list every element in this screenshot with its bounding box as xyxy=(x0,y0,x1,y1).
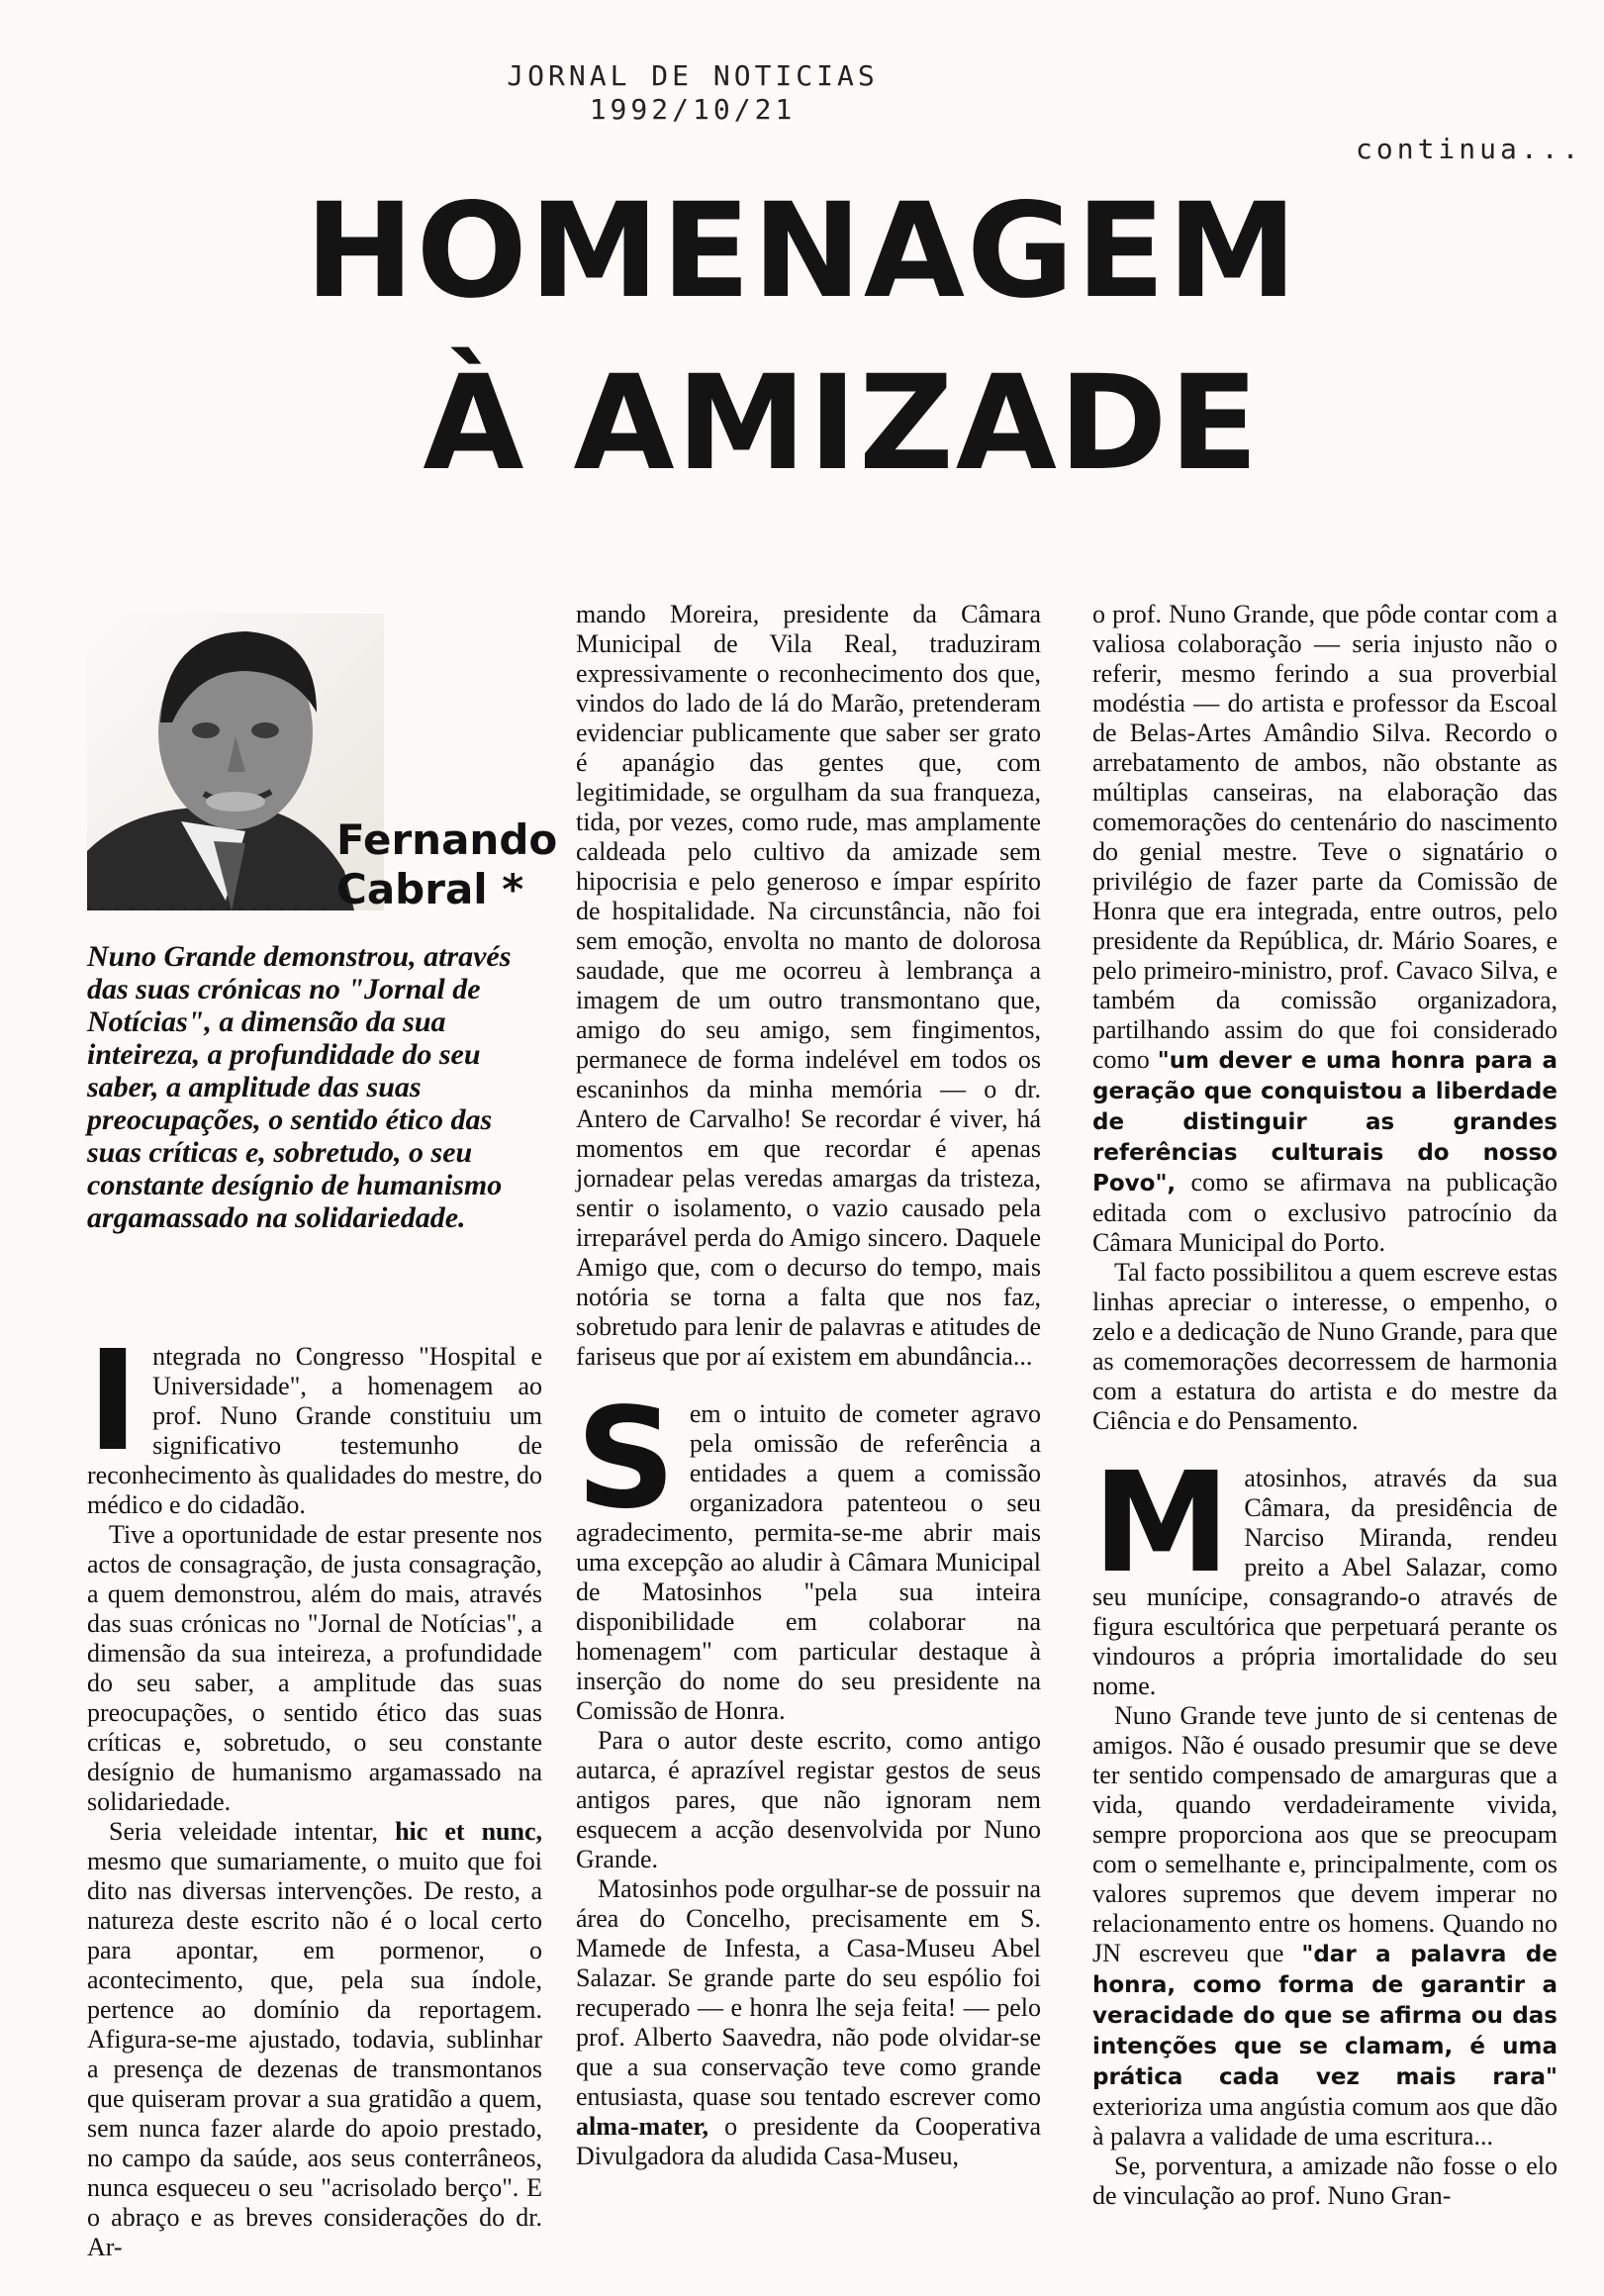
col1-p3-text-a: Seria veleidade intentar, xyxy=(109,1817,396,1846)
drop-cap-s: S xyxy=(576,1379,676,1540)
col3-p4-bold-quote: "dar a palavra de honra, como forma de garantir a veracidade do que se afirma ou das intenções que se clamam, é uma prática cada vez mais rara" xyxy=(1092,1942,1557,2090)
col2-p4-text-b: o presidente da Cooperativa Divulgadora da aludida Casa-Museu, xyxy=(576,2112,1041,2170)
col1-paragraph-3 xyxy=(87,1817,542,2262)
author-last-name: Cabral * xyxy=(336,865,524,913)
lede-pull-quote: Nuno Grande demonstrou, através das suas crónicas no "Jornal de Notícias", a dimensão da sua inteireza, a profundidade do seu saber, a amplitude das suas preocupações, o sentido ético das suas críticas e, sobretudo, o seu constante desígnio de humanismo argamassado na solidariedade. xyxy=(87,940,512,1234)
col1-p3-text-b: mesmo que sumariamente, o muito que foi dito nas diversas intervenções. De resto, a natureza deste escrito não é o local certo para apontar, em pormenor, o acontecimento, que, pela sua índole, pertence ao domínio da reportagem. Afigura-se-me ajustado, todavia, sublinhar a presença de dezenas de transmontanos que quiseram provar a sua gratidão a quem, sem nunca fazer alarde do apoio prestado, no campo da saúde, aos seus conterrâneos, nunca esqueceu o seu "acrisolado berço". E o abraço e as breves considerações do dr. Ar- xyxy=(87,1847,542,2261)
author-first-name: Fernando xyxy=(336,815,558,864)
col3-paragraph-3: atosinhos, através da sua Câmara, da presidência de Narciso Miranda, rendeu preito a Abel Salazar, como seu munícipe, consagrando-o através de figura escultórica que perpetuará perante os vindouros a própria imortalidade do seu nome. xyxy=(1092,1464,1557,1700)
col3-paragraph-4 xyxy=(1092,1701,1557,2152)
col3-paragraph-1 xyxy=(1092,600,1557,1258)
col2-p4-bold: alma-mater, xyxy=(576,2112,709,2141)
drop-cap-m: M xyxy=(1092,1443,1231,1604)
col3-p1-text-a: o prof. Nuno Grande, que pôde contar com a valiosa colaboração — seria injusto não o referir, mesmo ferindo a sua proverbial modéstia — do artista e professor da Escoal de Belas-Artes Amândio Silva. Recordo o arrebatamento de ambos, não obstante as múltiplas canseiras, na elaboração das comemorações do centenário do nascimento do genial mestre. Teve o signatário o privilégio de fazer parte da Comissão de Honra que era integrada, entre outros, pelo presidente da República, dr. Mário Soares, e pelo primeiro-ministro, prof. Cavaco Silva, e também da comissão organizadora, partilhando assim do que foi considerado como xyxy=(1092,600,1557,1074)
headline-line-1: HOMENAGEM xyxy=(305,175,1299,328)
article-column-2 xyxy=(576,600,1041,2171)
col2-paragraph-1: mando Moreira, presidente da Câmara Municipal de Vila Real, traduziram expressivamente o reconhecimento dos que, vindos do lado de lá do Marão, pretenderam evidenciar publicamente que saber ser grato é apanágio das gentes que, com legitimidade, se orgulham da sua franqueza, tida, por vezes, como rude, mas amplamente caldeada pelo cultivo da amizade sem hipocrisia e pelo generoso e ímpar espírito de hospitalidade. Na circunstância, não foi sem emoção, envolta no manto de dolorosa saudade, que me ocorreu à lembrança a imagem de um outro transmontano que, amigo do seu amigo, sem fingimentos, permanece de forma indelével em todos os escaninhos da minha memória — o dr. Antero de Carvalho! Se recordar é viver, há momentos em que recordar é apenas jornadear pelas veredas amargas da tristeza, sentir o isolamento, o vazio causado pela irreparável perda do Amigo sincero. Daquele Amigo que, com o decurso do tempo, mais notória se torna a falta que nos faz, sobretudo para lenir de palavras e atitudes de fariseus que por aí existem em abundância... xyxy=(576,600,1041,1371)
col3-p1-bold-quote: "um dever e uma honra para a geração que conquistou a liberdade de distinguir as grandes referências culturais do nosso Povo", xyxy=(1092,1048,1558,1196)
col2-paragraph-3: Para o autor deste escrito, como antigo autarca, é aprazível registar gestos de seus antigos pares, que não ignoram nem esquecem a acção desenvolvida por Nuno Grande. xyxy=(576,1726,1041,1873)
col1-p3-bold: hic et nunc, xyxy=(395,1817,543,1846)
headline-line-2: À AMIZADE xyxy=(423,347,1261,500)
article-column-3 xyxy=(1092,600,1557,2211)
col3-p4-text-b: exterioriza uma angústia comum aos que dão à palavra a validade de uma escritura... xyxy=(1092,2092,1557,2151)
col1-paragraph-1: ntegrada no Congresso "Hospital e Universidade", a homenagem ao prof. Nuno Grande constituiu um significativo testemunho de reconhecimento às qualidades do mestre, do médico e do cidadão. xyxy=(87,1342,542,1519)
col2-p4-text-a: Matosinhos pode orgulhar-se de possuir na área do Concelho, precisamente em S. Mamede de Infesta, a Casa-Museu Abel Salazar. Se grande parte do seu espólio foi recuperado — e honra lhe seja feita! — pelo prof. Alberto Saavedra, não pode olvidar-se que a sua conservação teve como grande entusiasta, quase sou tentado escrever como xyxy=(576,1874,1041,2111)
author-byline xyxy=(336,815,558,914)
col3-p4-text-a: Nuno Grande teve junto de si centenas de amigos. Não é ousado presumir que se deve ter sentido compensado de amarguras que a vida, quando verdadeiramente vivida, sempre proporciona aos que se preocupam com o semelhante e, principalmente, com os valores supremos que devem imperar no relacionamento entre os homens. Quando no JN escreveu que xyxy=(1092,1701,1557,1967)
col2-paragraph-4 xyxy=(576,1874,1041,2171)
col3-paragraph-2: Tal facto possibilitou a quem escreve estas linhas apreciar o interesse, o empenho, o zelo e a dedicação de Nuno Grande, para que as comemorações decorressem de harmonia com a estatura do artista e do mestre da Ciência e do Pensamento. xyxy=(1092,1258,1557,1435)
col1-paragraph-2: Tive a oportunidade de estar presente nos actos de consagração, de justa consagração, a quem demonstrou, além do mais, através das suas crónicas no "Jornal de Notícias", a dimensão da sua inteireza, a profundidade do seu saber, a amplitude das suas preocupações, o sentido ético das suas críticas e, sobretudo, o seu constante desígnio de humanismo argamassado na solidariedade. xyxy=(87,1520,542,1816)
publication-date-stamp: 1992/10/21 xyxy=(589,93,797,126)
article-column-1 xyxy=(87,1321,543,2262)
col3-p1-text-b: como se afirmava na publicação editada com o exclusivo patrocínio da Câmara Municipal do Porto. xyxy=(1092,1168,1557,1257)
dotted-separator: •••••••••••••••••• xyxy=(87,903,335,917)
col3-paragraph-5: Se, porventura, a amizade não fosse o elo de vinculação ao prof. Nuno Gran- xyxy=(1092,2152,1557,2210)
continues-stamp: continua... xyxy=(1356,133,1583,165)
col2-paragraph-2: em o intuito de cometer agravo pela omissão de referência a entidades a quem a comissão organizadora patenteou o seu agradecimento, permita-se-me abrir mais uma excepção ao aludir à Câmara Municipal de Matosinhos "pela sua inteira disponibilidade em colaborar na homenagem" com particular destaque à inserção do nome do seu presidente na Comissão de Honra. xyxy=(576,1399,1041,1725)
drop-cap-i: I xyxy=(87,1321,140,1483)
newspaper-name-stamp: JORNAL DE NOTICIAS xyxy=(507,59,879,92)
